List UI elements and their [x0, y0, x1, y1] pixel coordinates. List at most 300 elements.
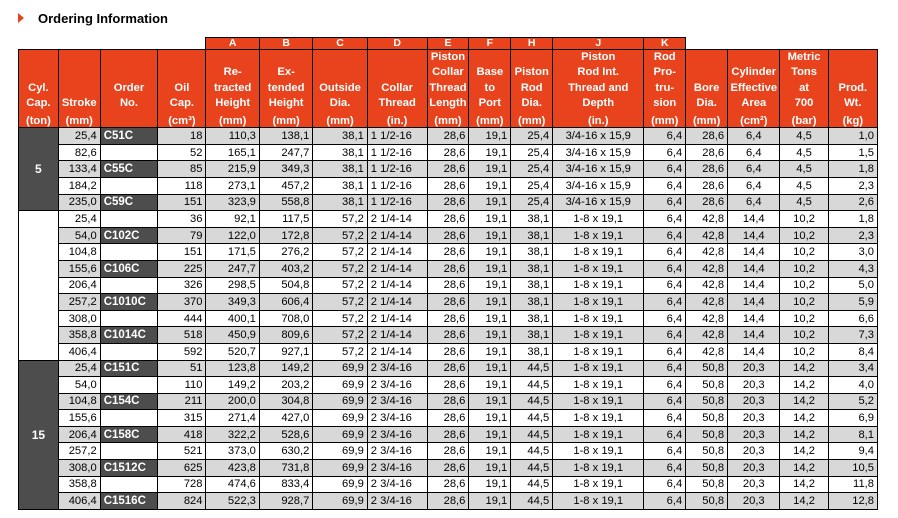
table-cell: 18 [158, 128, 206, 145]
header-line: Ex- [277, 66, 295, 79]
table-cell: 1,5 [828, 144, 877, 161]
table-cell: 423,8 [206, 460, 259, 477]
table-row [19, 426, 878, 443]
table-cell: 19,1 [469, 426, 511, 443]
header-unit: (mm) [434, 115, 462, 128]
table-cell: 20,3 [728, 443, 780, 460]
header-unit: (cm³) [168, 115, 196, 128]
capacity-cell: 15 [19, 360, 59, 509]
table-cell: 833,4 [259, 476, 312, 493]
table-cell: 1-8 x 19,1 [553, 460, 644, 477]
header-line: Rod Int. [577, 66, 620, 79]
table-cell: 326 [158, 277, 206, 294]
table-cell: 57,2 [313, 327, 367, 344]
table-cell: 203,2 [259, 377, 312, 394]
table-cell: 373,0 [206, 443, 259, 460]
table-cell: 19,1 [469, 128, 511, 145]
table-cell: 6,4 [644, 260, 686, 277]
column-letter: A [206, 38, 259, 50]
table-cell: 104,8 [58, 244, 100, 261]
table-cell: 3,0 [828, 244, 877, 261]
table-cell: 6,9 [828, 410, 877, 427]
table-cell: 4,5 [780, 161, 828, 178]
table-cell: 165,1 [206, 144, 259, 161]
table-cell: 28,6 [427, 260, 469, 277]
table-cell: 57,2 [313, 260, 367, 277]
table-cell: 54,0 [58, 227, 100, 244]
table-cell: 444 [158, 310, 206, 327]
table-cell: 44,5 [511, 377, 553, 394]
table-cell: 28,6 [427, 377, 469, 394]
header-e [427, 50, 469, 128]
table-cell: 520,7 [206, 343, 259, 360]
header-line: Port [478, 96, 502, 109]
table-cell: 19,1 [469, 493, 511, 510]
table-cell: 69,9 [313, 410, 367, 427]
header-line: Height [268, 96, 304, 109]
table-cell: 6,4 [644, 460, 686, 477]
header-f [469, 50, 511, 128]
header-line: Piston [430, 51, 466, 63]
table-cell: 92,1 [206, 211, 259, 228]
table-cell: 728 [158, 476, 206, 493]
header-line: Tons [791, 66, 817, 79]
table-cell: 28,6 [427, 443, 469, 460]
header-line: Rod [520, 81, 543, 94]
table-cell: 2 1/4-14 [367, 227, 427, 244]
order-number: C59C [100, 194, 158, 211]
table-cell: 69,9 [313, 360, 367, 377]
header-line: Wt. [844, 96, 862, 109]
table-cell: 5,0 [828, 277, 877, 294]
table-cell: 1,8 [828, 161, 877, 178]
header-c [313, 50, 367, 128]
table-cell: 6,4 [644, 377, 686, 394]
table-cell: 206,4 [58, 426, 100, 443]
header-line: tended [267, 81, 305, 94]
order-number: C1010C [100, 294, 158, 311]
table-cell: 3/4-16 x 15,9 [553, 177, 644, 194]
table-cell: 592 [158, 343, 206, 360]
table-cell: 12,8 [828, 493, 877, 510]
header-line: Thread and [568, 81, 629, 94]
table-cell: 6,4 [728, 177, 780, 194]
table-cell: 10,2 [780, 244, 828, 261]
table-cell: 11,8 [828, 476, 877, 493]
table-cell: 2 1/4-14 [367, 343, 427, 360]
header-line: Base [476, 66, 504, 79]
table-cell: 4,3 [828, 260, 877, 277]
column-letter: C [313, 38, 367, 50]
header-d [367, 50, 427, 128]
table-cell: 522,3 [206, 493, 259, 510]
header-unit: (mm) [219, 115, 247, 128]
table-cell: 928,7 [259, 493, 312, 510]
table-cell: 1-8 x 19,1 [553, 410, 644, 427]
table-cell: 69,9 [313, 377, 367, 394]
table-row [19, 310, 878, 327]
table-cell: 14,4 [728, 244, 780, 261]
table-cell: 28,6 [686, 161, 728, 178]
table-cell: 44,5 [511, 493, 553, 510]
table-cell: 2 3/4-16 [367, 410, 427, 427]
table-cell: 257,2 [58, 294, 100, 311]
table-cell: 28,6 [427, 161, 469, 178]
table-row [19, 493, 878, 510]
table-cell: 19,1 [469, 393, 511, 410]
header-wt [828, 50, 877, 128]
table-row [19, 476, 878, 493]
table-cell: 10,2 [780, 260, 828, 277]
table-cell: 824 [158, 493, 206, 510]
table-cell: 28,6 [427, 310, 469, 327]
header-line: Thread [378, 96, 416, 109]
letter-spacer [19, 38, 206, 50]
table-cell: 1-8 x 19,1 [553, 443, 644, 460]
table-cell: 6,4 [644, 327, 686, 344]
table-cell: 5,2 [828, 393, 877, 410]
table-cell: 215,9 [206, 161, 259, 178]
table-cell: 38,1 [511, 211, 553, 228]
table-cell: 42,8 [686, 244, 728, 261]
table-cell: 349,3 [206, 294, 259, 311]
table-cell: 6,4 [644, 393, 686, 410]
header-unit: (mm) [326, 115, 354, 128]
capacity-cell: 5 [19, 128, 59, 211]
table-cell: 1-8 x 19,1 [553, 493, 644, 510]
table-cell: 38,1 [313, 144, 367, 161]
table-cell: 19,1 [469, 244, 511, 261]
table-cell: 6,4 [728, 128, 780, 145]
table-cell: 1 1/2-16 [367, 194, 427, 211]
table-cell: 206,4 [58, 277, 100, 294]
column-header-row [19, 50, 878, 128]
table-cell: 28,6 [686, 128, 728, 145]
table-cell: 10,2 [780, 343, 828, 360]
table-cell: 4,5 [780, 177, 828, 194]
header-line: No. [119, 96, 138, 109]
table-cell: 1-8 x 19,1 [553, 277, 644, 294]
table-cell: 19,1 [469, 294, 511, 311]
header-unit: (ton) [25, 115, 51, 128]
header-stroke [58, 50, 100, 128]
table-cell: 504,8 [259, 277, 312, 294]
table-cell: 50,8 [686, 377, 728, 394]
table-cell: 308,0 [58, 460, 100, 477]
header-unit: (kg) [842, 115, 864, 128]
table-cell: 38,1 [511, 327, 553, 344]
header-unit: (mm) [692, 115, 721, 128]
column-letter: E [427, 38, 469, 50]
table-cell: 149,2 [259, 360, 312, 377]
table-cell: 6,4 [644, 194, 686, 211]
table-cell: 57,2 [313, 277, 367, 294]
header-unit: (cm²) [740, 115, 768, 128]
table-row [19, 393, 878, 410]
table-cell: 36 [158, 211, 206, 228]
table-cell: 123,8 [206, 360, 259, 377]
table-row [19, 211, 878, 228]
table-cell: 1-8 x 19,1 [553, 227, 644, 244]
order-number: C156C [100, 410, 158, 427]
column-letter: D [367, 38, 427, 50]
column-letter-row [19, 38, 878, 50]
table-cell: 257,2 [58, 443, 100, 460]
table-cell: 28,6 [427, 360, 469, 377]
table-cell: 69,9 [313, 476, 367, 493]
order-number: C152C [100, 377, 158, 394]
table-row [19, 227, 878, 244]
header-h [511, 50, 553, 128]
header-line: at [799, 81, 810, 94]
table-cell: 1-8 x 19,1 [553, 393, 644, 410]
header-b [259, 50, 312, 128]
table-cell: 2 3/4-16 [367, 443, 427, 460]
table-cell: 323,9 [206, 194, 259, 211]
table-cell: 474,6 [206, 476, 259, 493]
table-row [19, 144, 878, 161]
table-cell: 3/4-16 x 15,9 [553, 194, 644, 211]
table-cell: 50,8 [686, 410, 728, 427]
table-cell: 19,1 [469, 227, 511, 244]
column-letter: J [553, 38, 644, 50]
table-cell: 19,1 [469, 410, 511, 427]
table-cell: 2 3/4-16 [367, 476, 427, 493]
table-cell: 1 1/2-16 [367, 161, 427, 178]
table-cell: 6,4 [644, 227, 686, 244]
table-cell: 809,6 [259, 327, 312, 344]
table-cell: 14,4 [728, 211, 780, 228]
table-cell: 122,0 [206, 227, 259, 244]
table-cell: 20,3 [728, 460, 780, 477]
table-cell: 2 3/4-16 [367, 393, 427, 410]
table-cell: 708,0 [259, 310, 312, 327]
table-cell: 528,6 [259, 426, 312, 443]
header-line: Cap. [169, 96, 195, 109]
table-cell: 19,1 [469, 327, 511, 344]
header-line: Outside [319, 81, 361, 94]
table-cell: 20,3 [728, 493, 780, 510]
header-line: Thread [429, 81, 467, 94]
table-cell: 20,3 [728, 426, 780, 443]
table-cell: 200,0 [206, 393, 259, 410]
table-row [19, 410, 878, 427]
table-cell: 19,1 [469, 211, 511, 228]
table-cell: 57,2 [313, 343, 367, 360]
table-cell: 57,2 [313, 244, 367, 261]
table-cell: 28,6 [427, 277, 469, 294]
table-cell: 1 1/2-16 [367, 144, 427, 161]
table-cell: 271,4 [206, 410, 259, 427]
header-line: Area [741, 96, 767, 109]
table-cell: 14,4 [728, 327, 780, 344]
table-cell: 38,1 [511, 277, 553, 294]
table-cell: 3/4-16 x 15,9 [553, 161, 644, 178]
table-cell: 54,0 [58, 377, 100, 394]
header-line: Cylinder [731, 66, 777, 79]
table-cell: 50,8 [686, 476, 728, 493]
header-unit: (mm) [518, 115, 546, 128]
table-row [19, 443, 878, 460]
header-a [206, 50, 259, 128]
header-line: Dia. [329, 96, 351, 109]
table-cell: 6,4 [644, 177, 686, 194]
capacity-cell: 10 [19, 211, 59, 360]
table-cell: 6,4 [644, 277, 686, 294]
table-cell: 28,6 [427, 128, 469, 145]
header-line: Depth [582, 96, 615, 109]
table-cell: 1-8 x 19,1 [553, 327, 644, 344]
table-cell: 19,1 [469, 177, 511, 194]
table-cell: 308,0 [58, 310, 100, 327]
table-cell: 6,6 [828, 310, 877, 327]
header-line: Stroke [61, 96, 97, 109]
table-cell: 19,1 [469, 161, 511, 178]
table-cell: 2 1/4-14 [367, 277, 427, 294]
header-unit: (in.) [386, 115, 408, 128]
table-cell: 38,1 [511, 294, 553, 311]
table-row [19, 327, 878, 344]
header-line: Oil [174, 81, 190, 94]
table-cell: 14,2 [780, 443, 828, 460]
letter-spacer [686, 38, 878, 50]
table-cell: 38,1 [313, 161, 367, 178]
table-cell: 28,6 [427, 343, 469, 360]
order-number: C151C [100, 360, 158, 377]
table-cell: 28,6 [427, 244, 469, 261]
table-cell: 6,4 [644, 211, 686, 228]
table-cell: 104,8 [58, 393, 100, 410]
table-cell: 10,2 [780, 310, 828, 327]
bullet-triangle-icon [18, 13, 24, 23]
table-cell: 57,2 [313, 227, 367, 244]
table-cell: 28,6 [427, 194, 469, 211]
table-cell: 69,9 [313, 393, 367, 410]
table-cell: 28,6 [427, 327, 469, 344]
table-cell: 42,8 [686, 277, 728, 294]
table-cell: 44,5 [511, 426, 553, 443]
table-cell: 5,9 [828, 294, 877, 311]
table-cell: 2 3/4-16 [367, 460, 427, 477]
order-number: C104C [100, 244, 158, 261]
table-row [19, 343, 878, 360]
table-row [19, 360, 878, 377]
table-cell: 6,4 [644, 343, 686, 360]
table-cell: 44,5 [511, 460, 553, 477]
table-cell: 2 3/4-16 [367, 377, 427, 394]
table-cell: 2 1/4-14 [367, 260, 427, 277]
ordering-table [18, 37, 878, 510]
table-cell: 28,6 [686, 194, 728, 211]
table-cell: 38,1 [511, 244, 553, 261]
table-cell: 42,8 [686, 260, 728, 277]
table-cell: 25,4 [58, 360, 100, 377]
table-cell: 42,8 [686, 227, 728, 244]
table-cell: 25,4 [58, 128, 100, 145]
table-cell: 2 1/4-14 [367, 327, 427, 344]
table-cell: 400,1 [206, 310, 259, 327]
header-line: Collar [432, 66, 464, 79]
table-row [19, 194, 878, 211]
table-cell: 406,4 [58, 343, 100, 360]
table-cell: 247,7 [259, 144, 312, 161]
table-cell: 69,9 [313, 460, 367, 477]
table-cell: 38,1 [511, 343, 553, 360]
header-line: Prod. [838, 81, 868, 94]
table-cell: 10,2 [780, 327, 828, 344]
header-line: to [484, 81, 496, 94]
table-cell: 79 [158, 227, 206, 244]
order-number: C101C [100, 211, 158, 228]
table-cell: 19,1 [469, 476, 511, 493]
table-cell: 6,4 [644, 128, 686, 145]
table-cell: 69,9 [313, 443, 367, 460]
table-cell: 1-8 x 19,1 [553, 294, 644, 311]
table-cell: 3,4 [828, 360, 877, 377]
table-cell: 273,1 [206, 177, 259, 194]
table-cell: 1-8 x 19,1 [553, 377, 644, 394]
table-cell: 50,8 [686, 443, 728, 460]
header-line: Re- [223, 66, 242, 79]
table-cell: 3/4-16 x 15,9 [553, 128, 644, 145]
order-number: C1012C [100, 310, 158, 327]
order-number: C1514C [100, 476, 158, 493]
table-cell: 6,4 [644, 493, 686, 510]
table-cell: 42,8 [686, 343, 728, 360]
table-cell: 2 1/4-14 [367, 211, 427, 228]
table-cell: 630,2 [259, 443, 312, 460]
table-cell: 1 1/2-16 [367, 177, 427, 194]
table-cell: 110 [158, 377, 206, 394]
table-cell: 6,4 [644, 426, 686, 443]
table-row [19, 260, 878, 277]
table-cell: 6,4 [728, 194, 780, 211]
table-cell: 69,9 [313, 426, 367, 443]
table-cell: 14,2 [780, 476, 828, 493]
header-bore [686, 50, 728, 128]
table-cell: 1-8 x 19,1 [553, 476, 644, 493]
table-cell: 69,9 [313, 493, 367, 510]
column-letter: F [469, 38, 511, 50]
table-cell: 28,6 [427, 460, 469, 477]
table-cell: 44,5 [511, 476, 553, 493]
table-cell: 6,4 [644, 443, 686, 460]
header-line: Piston [514, 66, 549, 79]
table-body [19, 128, 878, 510]
table-cell: 7,3 [828, 327, 877, 344]
table-cell: 1-8 x 19,1 [553, 211, 644, 228]
table-cell: 20,3 [728, 393, 780, 410]
header-line: Collar [381, 81, 413, 94]
table-cell: 52 [158, 144, 206, 161]
table-cell: 44,5 [511, 410, 553, 427]
table-row [19, 128, 878, 145]
table-cell: 6,4 [644, 244, 686, 261]
table-cell: 25,4 [511, 161, 553, 178]
table-cell: 2 3/4-16 [367, 493, 427, 510]
order-number: C1016C [100, 343, 158, 360]
table-cell: 315 [158, 410, 206, 427]
header-unit: (mm) [651, 115, 679, 128]
table-cell: 2 1/4-14 [367, 244, 427, 261]
table-cell: 38,1 [313, 128, 367, 145]
table-cell: 1-8 x 19,1 [553, 426, 644, 443]
table-row [19, 294, 878, 311]
table-cell: 117,5 [259, 211, 312, 228]
table-cell: 14,4 [728, 343, 780, 360]
order-number: C1510C [100, 443, 158, 460]
table-cell: 358,8 [58, 476, 100, 493]
